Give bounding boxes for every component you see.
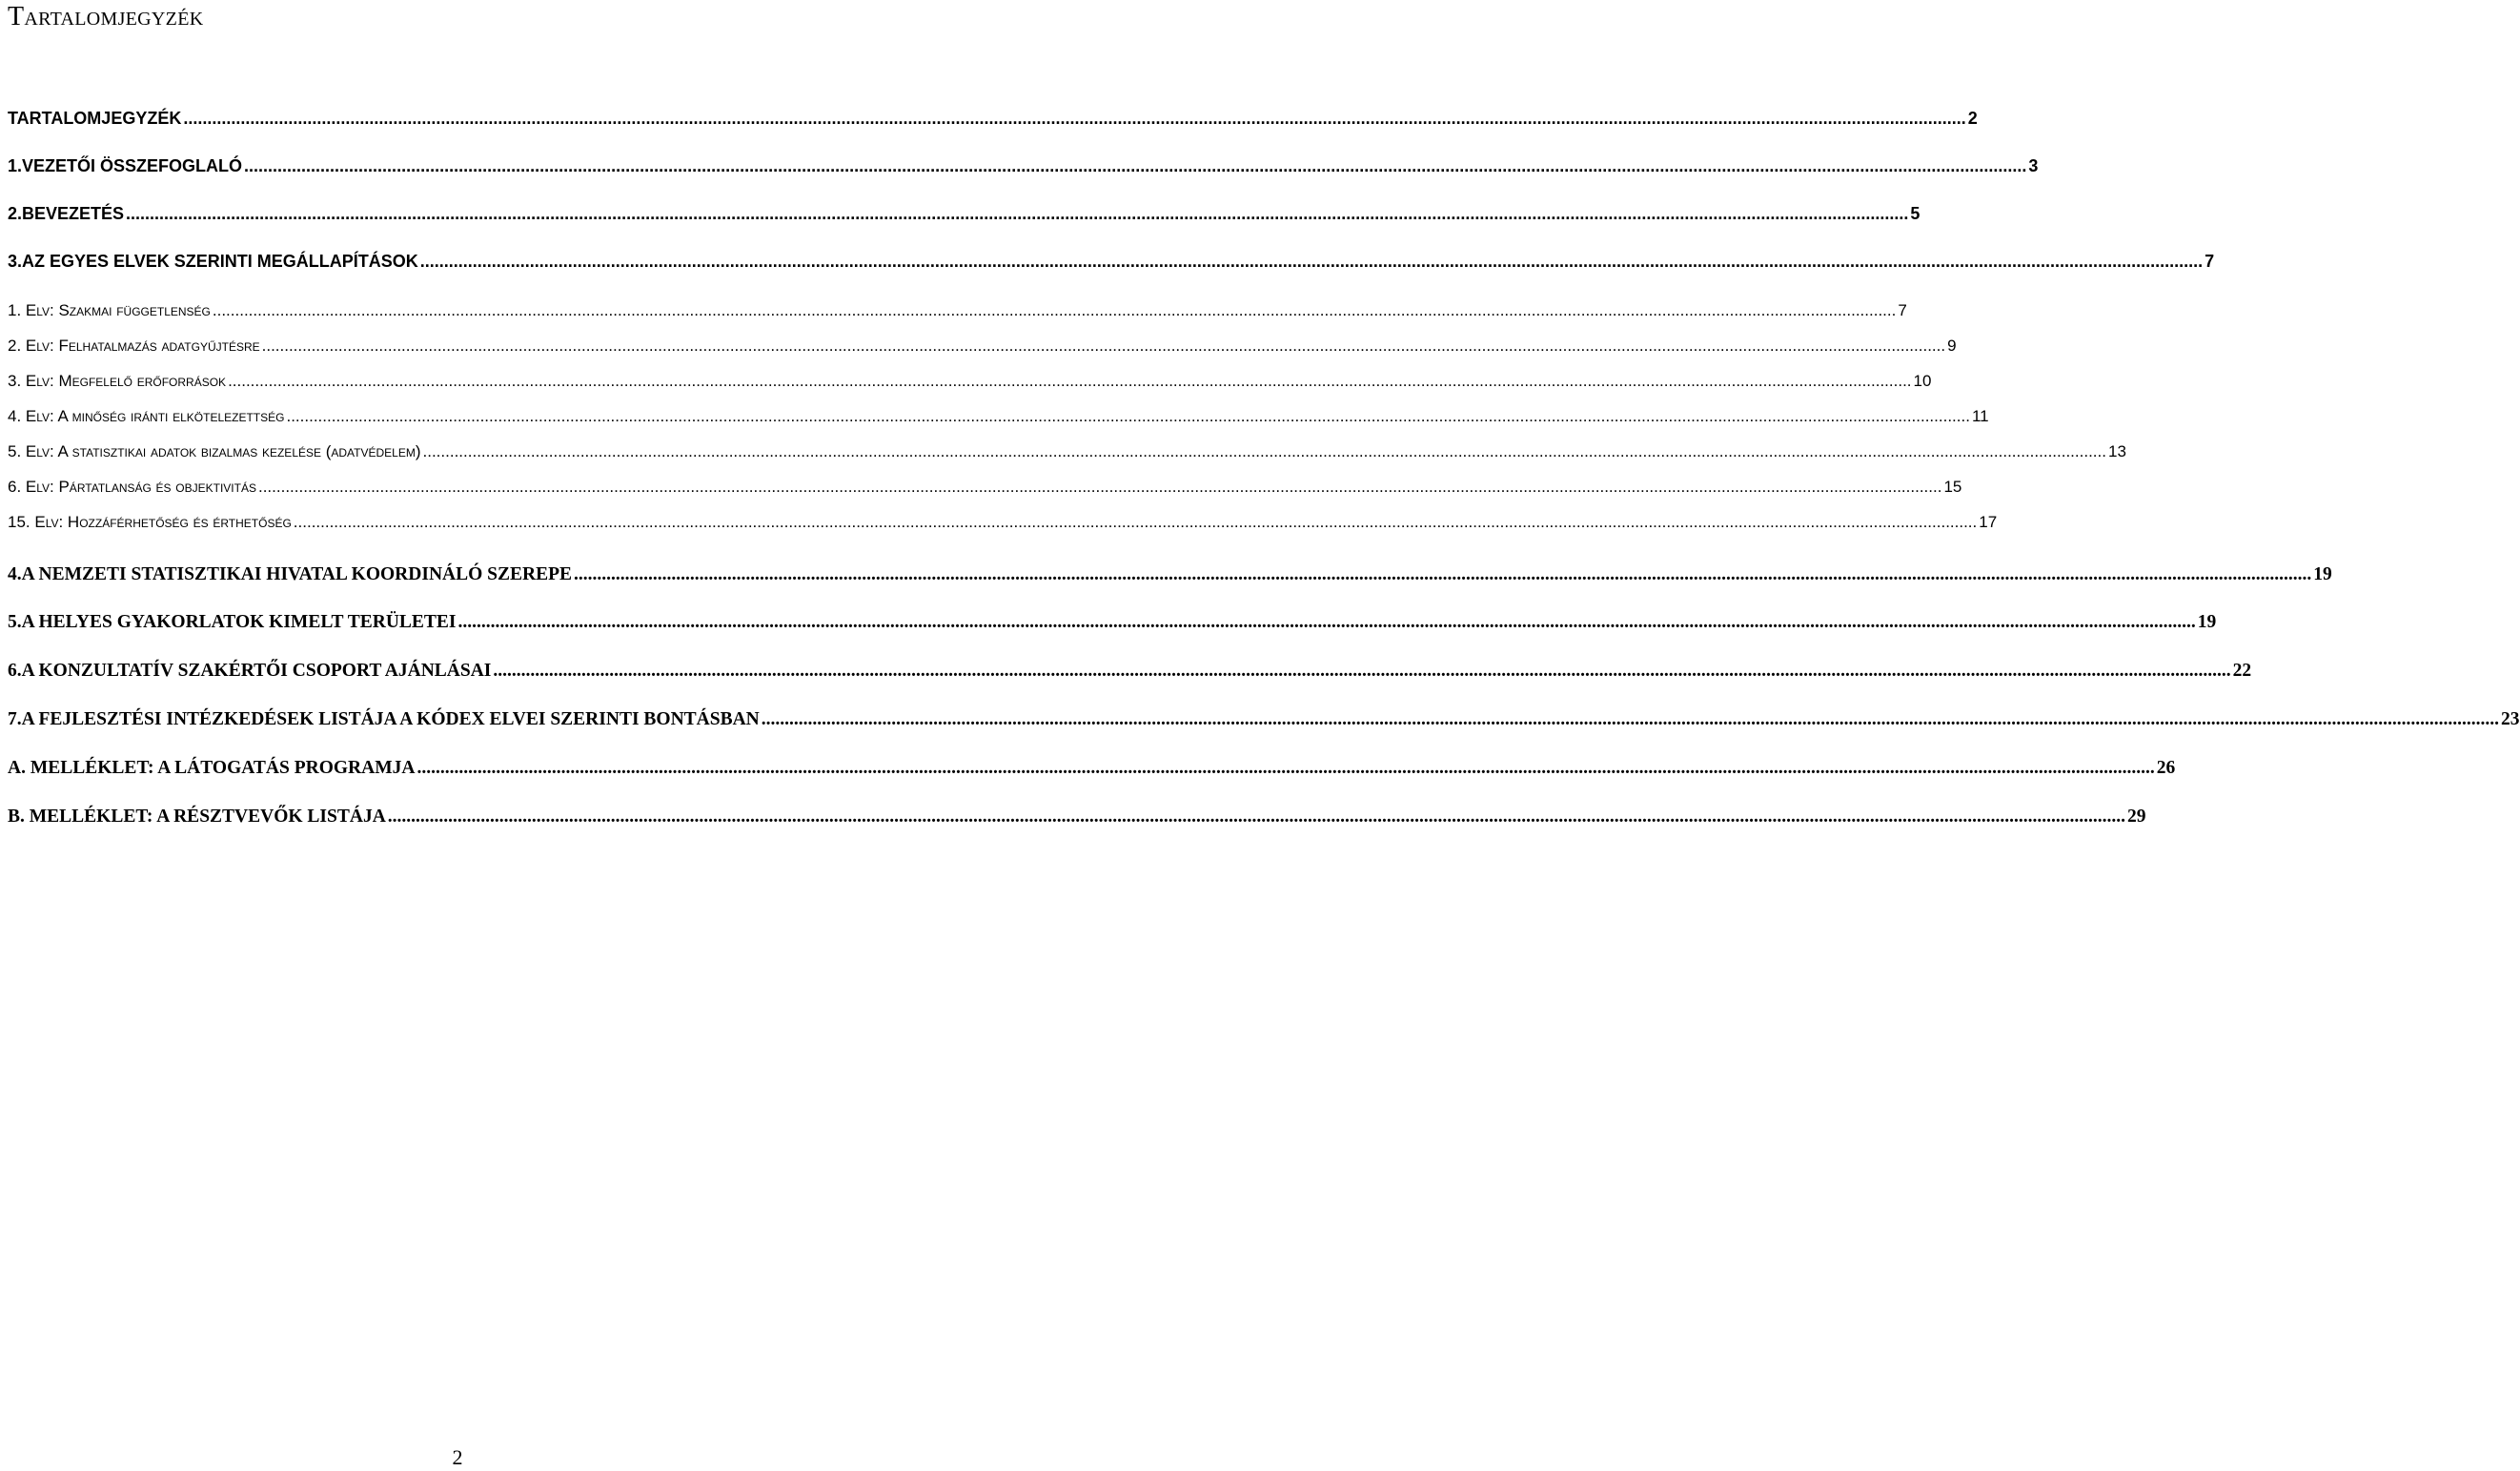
- toc-entry[interactable]: [8, 372, 1932, 391]
- toc-leader: [294, 513, 1977, 532]
- toc-entry[interactable]: [8, 513, 1998, 532]
- toc-entry-label: A KONZULTATÍV SZAKÉRTŐI CSOPORT AJÁNLÁSAI: [21, 661, 492, 681]
- toc-entry-number: 5.: [8, 612, 22, 632]
- toc-entry-number: 4.: [8, 564, 22, 584]
- toc-entry-page: 19: [2313, 564, 2332, 584]
- toc-leader: [423, 442, 2106, 461]
- toc-leader: [183, 109, 1965, 129]
- toc-entry[interactable]: [8, 709, 2520, 730]
- toc-leader: [493, 661, 2230, 682]
- toc-entry[interactable]: [8, 109, 1978, 129]
- toc-entry-page: 7: [2205, 252, 2215, 271]
- toc-entry-label: B. MELLÉKLET: A RÉSZTVEVŐK LISTÁJA: [8, 807, 386, 827]
- toc-entry-page: 13: [2107, 442, 2126, 460]
- toc-entry-page: 26: [2156, 758, 2176, 778]
- toc-entry-label: 4. Elv: A minőség iránti elkötelezettség: [8, 407, 285, 425]
- toc-entry[interactable]: [8, 337, 1957, 356]
- toc-entry-page: 3: [2028, 156, 2039, 175]
- toc-entry-page: 17: [1979, 513, 1998, 531]
- toc-leader: [417, 758, 2154, 779]
- toc-entry-page: 22: [2232, 661, 2252, 681]
- toc-entry[interactable]: [8, 156, 2039, 176]
- toc-entry-label: 15. Elv: Hozzáférhetőség és érthetőség: [8, 513, 292, 531]
- toc-entry-label: BEVEZETÉS: [22, 204, 125, 223]
- toc-entry[interactable]: [8, 252, 2215, 272]
- toc-entry-page: 15: [1943, 478, 1962, 496]
- toc-entry-page: 10: [1913, 372, 1932, 390]
- toc-entry[interactable]: [8, 407, 1989, 426]
- toc-entry-label: A NEMZETI STATISZTIKAI HIVATAL KOORDINÁLÓ SZEREPE: [21, 564, 573, 584]
- toc-entry-number: 6.: [8, 661, 22, 681]
- page-number: 2: [452, 1445, 463, 1469]
- toc-leader: [574, 564, 2311, 585]
- toc-leader: [388, 807, 2125, 827]
- toc-entry-label: TARTALOMJEGYZÉK: [8, 109, 182, 128]
- toc-leader: [258, 478, 1941, 497]
- toc-entry-label: A HELYES GYAKORLATOK KIMELT TERÜLETEI: [21, 612, 457, 632]
- toc-entry-number: 2.: [8, 204, 23, 223]
- toc-entry-label: A. MELLÉKLET: A LÁTOGATÁS PROGRAMJA: [8, 758, 416, 778]
- toc-leader: [228, 372, 1911, 391]
- toc-entry-label: AZ EGYES ELVEK SZERINTI MEGÁLLAPÍTÁSOK: [22, 252, 418, 271]
- toc-entry[interactable]: [8, 661, 2252, 682]
- toc-entry-label: 5. Elv: A statisztikai adatok bizalmas kezelése (adatvédelem): [8, 442, 421, 460]
- toc-entry-label: 1. Elv: Szakmai függetlenség: [8, 301, 211, 319]
- toc-leader: [126, 204, 1908, 224]
- toc-entry-page: 11: [1971, 407, 1989, 425]
- toc-entry[interactable]: [8, 564, 2332, 585]
- toc-leader: [458, 612, 2196, 633]
- toc-entry-page: 19: [2197, 612, 2217, 632]
- toc-entry[interactable]: [8, 807, 2146, 827]
- toc-entry-label: 3. Elv: Megfelelő erőforrások: [8, 372, 227, 390]
- toc-leader: [286, 407, 1969, 426]
- toc-entry-label: A FEJLESZTÉSI INTÉZKEDÉSEK LISTÁJA A KÓDEX ELVEI SZERINTI BONTÁSBAN: [21, 709, 760, 729]
- toc-entry[interactable]: [8, 758, 2176, 779]
- toc-entry[interactable]: [8, 478, 1962, 497]
- toc-entry-page: 29: [2127, 807, 2146, 827]
- toc-entry-label: 2. Elv: Felhatalmazás adatgyűjtésre: [8, 337, 260, 355]
- toc-leader: [244, 156, 2026, 176]
- toc-entry[interactable]: [8, 612, 2217, 633]
- toc-entry-number: 1.: [8, 156, 23, 175]
- toc-entry-page: 2: [1967, 109, 1978, 128]
- toc-entry-page: 9: [1947, 337, 1957, 355]
- toc-entry-label: VEZETŐI ÖSSZEFOGLALÓ: [22, 156, 243, 175]
- toc-entry-page: 5: [1910, 204, 1920, 223]
- toc-leader: [420, 252, 2203, 272]
- toc-entry-number: 3.: [8, 252, 23, 271]
- page-title: Tartalomjegyzék: [8, 2, 204, 31]
- toc-leader: [213, 301, 1896, 320]
- toc-leader: [262, 337, 1945, 356]
- toc-entry[interactable]: [8, 204, 1920, 224]
- toc-leader: [762, 709, 2499, 730]
- toc-entry-page: 7: [1898, 301, 1907, 319]
- toc-entry[interactable]: [8, 301, 1907, 320]
- toc-entry-label: 6. Elv: Pártatlanság és objektivitás: [8, 478, 256, 496]
- toc-entry[interactable]: [8, 442, 2126, 461]
- toc-entry-page: 23: [2501, 709, 2520, 729]
- toc-entry-number: 7.: [8, 709, 22, 729]
